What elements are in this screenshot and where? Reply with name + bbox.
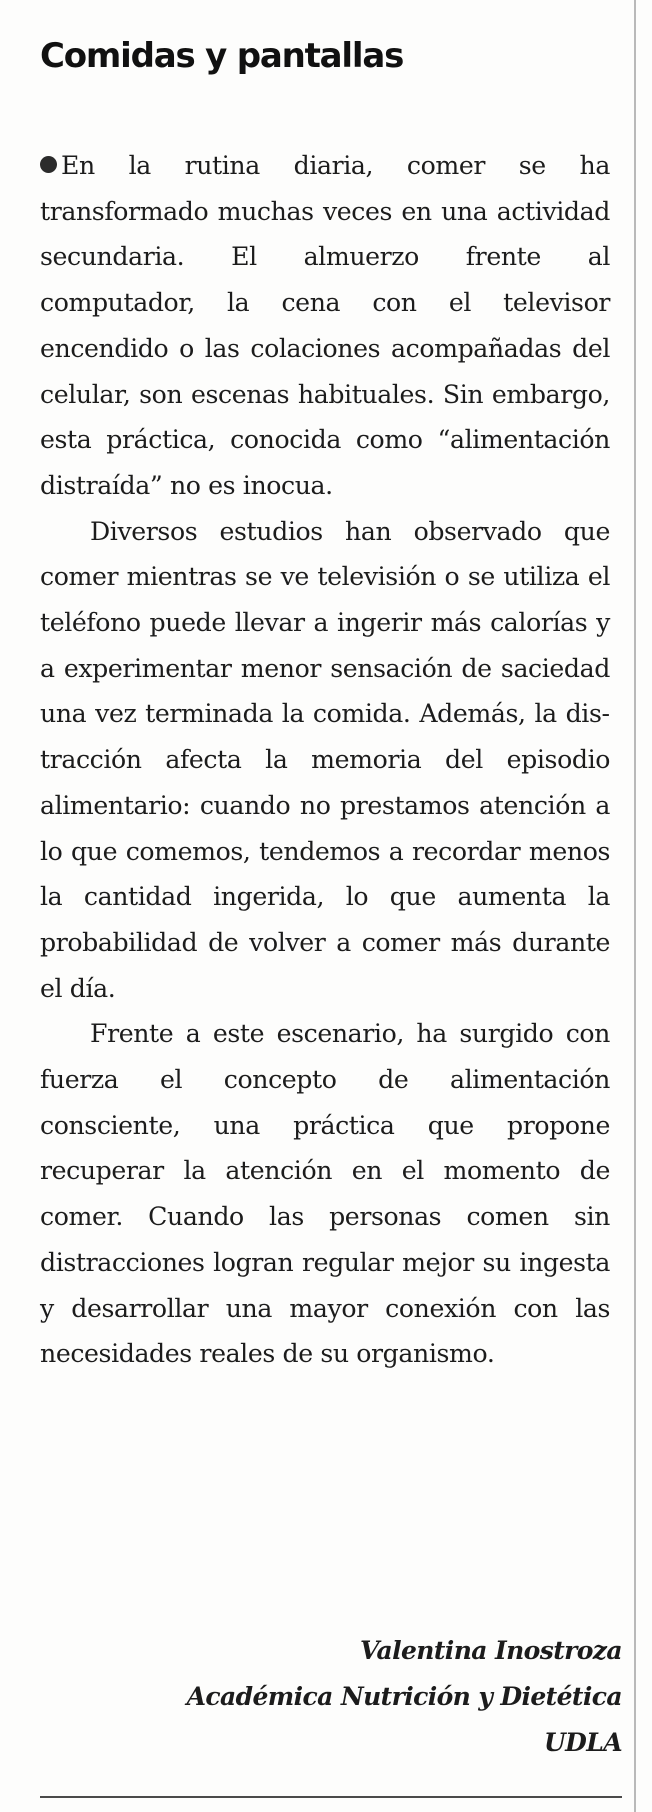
author-institution: UDLA — [543, 1728, 622, 1757]
author-name: Valentina Inostroza — [359, 1636, 622, 1665]
bottom-divider-rule — [40, 1796, 622, 1798]
author-byline — [187, 1628, 622, 1766]
bullet-icon — [40, 156, 57, 173]
paragraph-1-text: En la rutina diaria, comer se ha transformado muchas veces en una actividad secundaria. El almuerzo frente al computador, la cena con el televisor encendido o las colaciones acompañadas del celular, son escenas habituales. Sin embargo, esta práctica, conocida como “alimentación distraída” no es inocua. — [40, 151, 610, 500]
article-paragraph-2: Diversos estudios han observado que comer mientras se ve televisión o se utiliza el teléfono puede llevar a ingerir más calorías y a experimentar menor sensación de saciedad una vez terminada la comida. Además, la distracción afecta la memoria del episodio alimentario: cuando no prestamos atención a lo que comemos, tendemos a recordar menos la cantidad ingerida, lo que aumenta la probabilidad de volver a comer más durante el día. — [40, 516, 610, 1003]
article-body — [40, 143, 610, 1377]
article-paragraph-3: Frente a este escenario, ha surgido con fuerza el concepto de alimentación consciente, una práctica que propone recuperar la atención en el momento de comer. Cuando las personas comen sin distracciones logran regular mejor su ingesta y desarrollar una mayor conexión con las necesidades reales de su organismo. — [40, 1019, 610, 1369]
column-divider-rule — [634, 0, 636, 1812]
article-headline: Comidas y pantallas — [40, 36, 404, 76]
author-role: Académica Nutrición y Dietética — [186, 1682, 622, 1711]
article-paragraph-1 — [40, 143, 610, 509]
